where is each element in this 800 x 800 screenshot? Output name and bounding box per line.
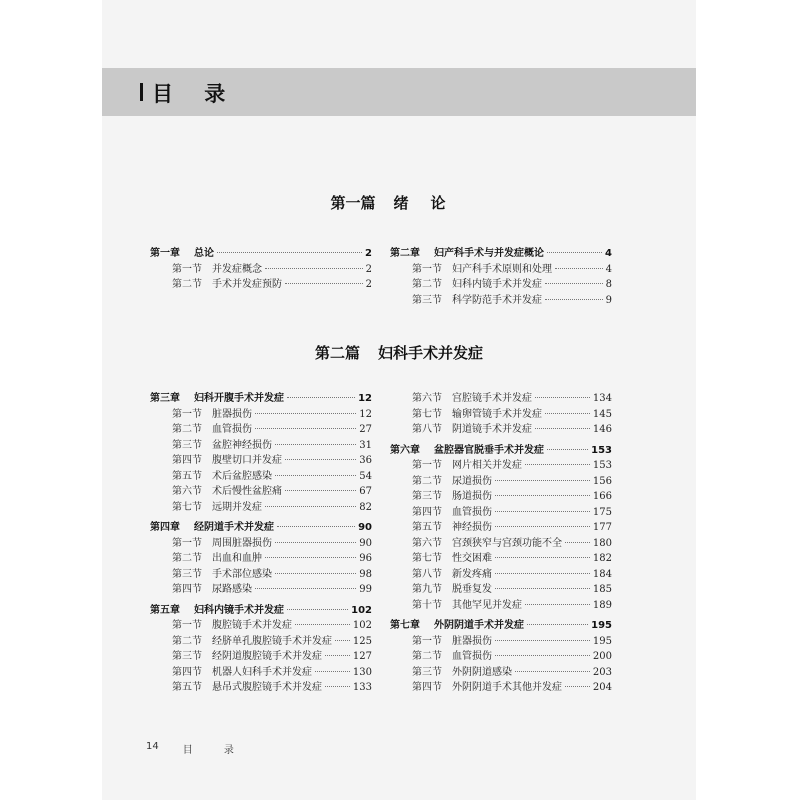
entry-title: 机器人妇科手术并发症 [212,666,312,678]
entry-page-number: 146 [592,424,612,435]
entry-title: 妇产科手术原则和处理 [452,263,552,275]
header-accent-bar [140,83,143,101]
header-band [102,68,696,116]
entry-label: 第六节 [412,537,442,549]
toc-section-entry[interactable] [390,649,612,665]
entry-page-number: 200 [592,651,612,662]
entry-label: 第一节 [172,537,202,549]
dot-leader [217,252,362,253]
part-label: 第二篇 [314,344,360,362]
entry-page-number: 2 [365,279,372,290]
dot-leader [265,506,356,507]
entry-page-number: 102 [351,604,372,616]
toc-section-entry[interactable] [150,484,372,500]
dot-leader [275,542,356,543]
entry-page-number: 175 [592,506,612,518]
entry-page-number: 102 [352,620,372,631]
entry-title: 尿路感染 [212,584,252,595]
toc-section-entry[interactable] [150,567,372,583]
entry-title: 手术部位感染 [212,568,272,580]
entry-page-number: 2 [365,248,372,259]
dot-leader [547,449,588,450]
toc-section-entry[interactable] [390,598,612,614]
toc-section-entry[interactable] [150,277,372,293]
toc-column [390,246,612,308]
entry-title: 肠道损伤 [452,491,492,502]
dot-leader [545,283,603,284]
part-title [102,342,696,363]
entry-label: 第三节 [412,666,442,678]
toc-section-entry[interactable] [150,500,372,516]
entry-title: 尿道损伤 [452,475,492,487]
book-page [102,0,696,800]
entry-label: 第四章 [150,522,180,533]
entry-page-number: 96 [359,553,372,564]
entry-title: 腹腔镜手术并发症 [212,620,292,631]
entry-label: 第二节 [172,279,202,290]
toc-section-entry[interactable] [150,422,372,438]
entry-page-number: 4 [605,248,612,259]
entry-label: 第四节 [172,666,202,678]
entry-title: 外阴阴道手术其他并发症 [452,682,562,693]
dot-leader [495,557,590,558]
toc-section-entry[interactable] [390,665,612,681]
toc-section-entry[interactable] [150,618,372,634]
entry-page-number: 185 [592,584,612,595]
toc-chapter-entry[interactable] [390,246,612,262]
entry-title: 科学防范手术并发症 [452,294,542,306]
entry-label: 第七节 [412,408,442,420]
entry-label: 第六节 [172,486,202,497]
entry-page-number: 203 [592,666,612,678]
page-footer [146,741,248,756]
entry-page-number: 195 [591,620,612,631]
entry-label: 第一章 [150,248,180,259]
dot-leader [275,573,356,574]
entry-title: 悬吊式腹腔镜手术并发症 [212,682,322,693]
dot-leader [255,588,356,589]
entry-title: 血管损伤 [452,651,492,662]
entry-label: 第五节 [172,470,202,482]
footer-title: 目 录 [182,745,248,756]
dot-leader [495,655,590,656]
entry-title: 网片相关并发症 [452,460,522,471]
entry-title: 妇产科手术与并发症概论 [434,248,544,259]
dot-leader [525,604,590,605]
entry-page-number: 27 [359,424,372,435]
entry-page-number: 9 [605,294,612,306]
toc-chapter-entry[interactable] [150,520,372,536]
entry-label: 第九节 [412,584,442,595]
entry-title: 周围脏器损伤 [212,537,272,549]
entry-label: 第二节 [412,475,442,487]
toc-section-entry[interactable] [150,407,372,423]
entry-page-number: 8 [605,279,612,290]
entry-label: 第三节 [412,294,442,306]
entry-page-number: 67 [359,486,372,497]
entry-page-number: 134 [592,393,612,404]
entry-label: 第八节 [412,568,442,580]
entry-title: 经脐单孔腹腔镜手术并发症 [212,635,332,647]
entry-title: 盆腔器官脱垂手术并发症 [434,444,544,456]
entry-label: 第三节 [172,651,202,662]
dot-leader [555,268,603,269]
toc-section-entry[interactable] [150,649,372,665]
entry-page-number: 36 [359,455,372,466]
entry-title: 外阴阴道手术并发症 [434,620,524,631]
toc-section-entry[interactable] [390,391,612,407]
entry-label: 第七节 [412,553,442,564]
entry-label: 第八节 [412,424,442,435]
entry-page-number: 153 [591,444,612,456]
dot-leader [335,640,350,641]
toc-section-entry[interactable] [390,458,612,474]
entry-label: 第二节 [412,651,442,662]
entry-title: 宫颈狭窄与宫颈功能不全 [452,537,562,549]
part-label: 第一篇 [330,194,376,212]
entry-page-number: 31 [359,439,372,451]
dot-leader [285,283,363,284]
entry-label: 第三章 [150,393,180,404]
entry-label: 第六节 [412,393,442,404]
footer-page-number: 14 [146,741,159,752]
entry-page-number: 54 [359,470,372,482]
entry-label: 第二节 [172,553,202,564]
dot-leader [495,640,590,641]
dot-leader [295,624,350,625]
entry-label: 第一节 [172,263,202,275]
toc-section-entry[interactable] [390,422,612,438]
entry-page-number: 98 [359,568,372,580]
dot-leader [515,671,590,672]
dot-leader [525,464,590,465]
entry-title: 脏器损伤 [212,408,252,420]
entry-title: 其他罕见并发症 [452,599,522,611]
entry-label: 第四节 [172,584,202,595]
toc-section-entry[interactable] [390,551,612,567]
entry-page-number: 177 [592,522,612,533]
entry-label: 第五节 [172,682,202,693]
entry-page-number: 12 [359,408,372,420]
toc-section-entry[interactable] [390,505,612,521]
toc-section-entry[interactable] [150,469,372,485]
entry-label: 第三节 [172,568,202,580]
entry-title: 新发疼痛 [452,568,492,580]
entry-page-number: 90 [358,522,372,533]
entry-title: 术后盆腔感染 [212,470,272,482]
entry-label: 第一节 [412,635,442,647]
toc-section-entry[interactable] [390,520,612,536]
dot-leader [325,686,350,687]
entry-title: 宫腔镜手术并发症 [452,393,532,404]
entry-title: 盆腔神经损伤 [212,439,272,451]
toc-column [150,246,372,293]
entry-title: 腹壁切口并发症 [212,455,282,466]
entry-label: 第五节 [412,522,442,533]
entry-page-number: 182 [592,553,612,564]
dot-leader [527,624,588,625]
dot-leader [265,268,363,269]
entry-page-number: 153 [592,460,612,471]
entry-label: 第五章 [150,604,180,616]
dot-leader [287,397,355,398]
dot-leader [565,686,590,687]
entry-page-number: 4 [605,263,612,275]
toc-section-entry[interactable] [390,293,612,309]
toc-chapter-entry[interactable] [150,391,372,407]
toc-section-entry[interactable] [390,634,612,650]
entry-label: 第十节 [412,599,442,611]
toc-section-entry[interactable] [150,438,372,454]
entry-title: 血管损伤 [452,506,492,518]
entry-page-number: 12 [358,393,372,404]
part-title [102,192,696,213]
entry-title: 术后慢性盆腔痛 [212,486,282,497]
dot-leader [275,475,356,476]
toc-section-entry[interactable] [390,680,612,696]
part-name: 绪论 [393,194,468,212]
entry-page-number: 204 [592,682,612,693]
entry-label: 第七章 [390,620,420,631]
dot-leader [495,573,590,574]
entry-label: 第一节 [412,263,442,275]
entry-title: 妇科内镜手术并发症 [194,604,284,616]
toc-section-entry[interactable] [150,262,372,278]
entry-page-number: 189 [592,599,612,611]
entry-label: 第三节 [172,439,202,451]
toc-section-entry[interactable] [150,536,372,552]
dot-leader [325,655,350,656]
entry-page-number: 156 [592,475,612,487]
toc-chapter-entry[interactable] [150,603,372,619]
entry-page-number: 133 [352,682,372,693]
entry-label: 第四节 [412,506,442,518]
entry-label: 第六章 [390,444,420,456]
entry-page-number: 2 [365,263,372,275]
entry-label: 第七节 [172,501,202,513]
dot-leader [545,299,603,300]
entry-label: 第二节 [172,635,202,647]
entry-title: 妇科内镜手术并发症 [452,279,542,290]
entry-label: 第二节 [172,424,202,435]
toc-column [390,391,612,696]
dot-leader [495,480,590,481]
toc-section-entry[interactable] [150,665,372,681]
toc-section-entry[interactable] [390,489,612,505]
dot-leader [287,609,348,610]
entry-label: 第一节 [172,620,202,631]
entry-label: 第一节 [412,460,442,471]
dot-leader [315,671,350,672]
dot-leader [535,397,590,398]
dot-leader [255,413,356,414]
dot-leader [275,444,356,445]
toc-section-entry[interactable] [390,277,612,293]
entry-title: 性交困难 [452,553,492,564]
toc-section-entry[interactable] [390,536,612,552]
entry-title: 阴道镜手术并发症 [452,424,532,435]
entry-page-number: 127 [352,651,372,662]
toc-section-entry[interactable] [150,680,372,696]
entry-label: 第二节 [412,279,442,290]
dot-leader [495,495,590,496]
dot-leader [495,511,590,512]
entry-title: 血管损伤 [212,424,252,435]
toc-section-entry[interactable] [150,453,372,469]
entry-label: 第四节 [412,682,442,693]
entry-page-number: 180 [592,537,612,549]
entry-page-number: 90 [359,537,372,549]
entry-page-number: 82 [359,501,372,513]
entry-title: 手术并发症预防 [212,279,282,290]
dot-leader [565,542,590,543]
entry-label: 第一节 [172,408,202,420]
toc-column [150,391,372,696]
entry-title: 出血和血肿 [212,553,262,564]
toc-section-entry[interactable] [390,582,612,598]
entry-page-number: 184 [592,568,612,580]
dot-leader [285,459,356,460]
entry-title: 并发症概念 [212,263,262,275]
toc-section-entry[interactable] [390,262,612,278]
dot-leader [265,557,356,558]
dot-leader [285,490,356,491]
toc-chapter-entry[interactable] [390,618,612,634]
entry-title: 外阴阴道感染 [452,666,512,678]
dot-leader [277,526,355,527]
toc-chapter-entry[interactable] [390,443,612,459]
part-name: 妇科手术并发症 [378,344,484,362]
dot-leader [495,526,590,527]
dot-leader [545,413,590,414]
entry-title: 经阴道腹腔镜手术并发症 [212,651,322,662]
entry-label: 第四节 [172,455,202,466]
page-title: 目 录 [152,82,238,106]
entry-title: 经阴道手术并发症 [194,522,274,533]
toc-section-entry[interactable] [150,582,372,598]
entry-page-number: 125 [352,635,372,647]
toc-section-entry[interactable] [150,551,372,567]
entry-title: 总论 [194,248,214,259]
toc-section-entry[interactable] [150,634,372,650]
entry-title: 脏器损伤 [452,635,492,647]
entry-page-number: 166 [592,491,612,502]
entry-label: 第二章 [390,248,420,259]
toc-section-entry[interactable] [390,407,612,423]
entry-page-number: 195 [592,635,612,647]
dot-leader [535,428,590,429]
entry-page-number: 130 [352,666,372,678]
dot-leader [495,588,590,589]
dot-leader [255,428,356,429]
entry-page-number: 99 [359,584,372,595]
entry-title: 远期并发症 [212,501,262,513]
toc-section-entry[interactable] [390,474,612,490]
toc-section-entry[interactable] [390,567,612,583]
toc-chapter-entry[interactable] [150,246,372,262]
entry-title: 脱垂复发 [452,584,492,595]
entry-title: 妇科开腹手术并发症 [194,393,284,404]
entry-page-number: 145 [592,408,612,420]
dot-leader [547,252,602,253]
entry-title: 输卵管镜手术并发症 [452,408,542,420]
entry-title: 神经损伤 [452,522,492,533]
entry-label: 第三节 [412,491,442,502]
